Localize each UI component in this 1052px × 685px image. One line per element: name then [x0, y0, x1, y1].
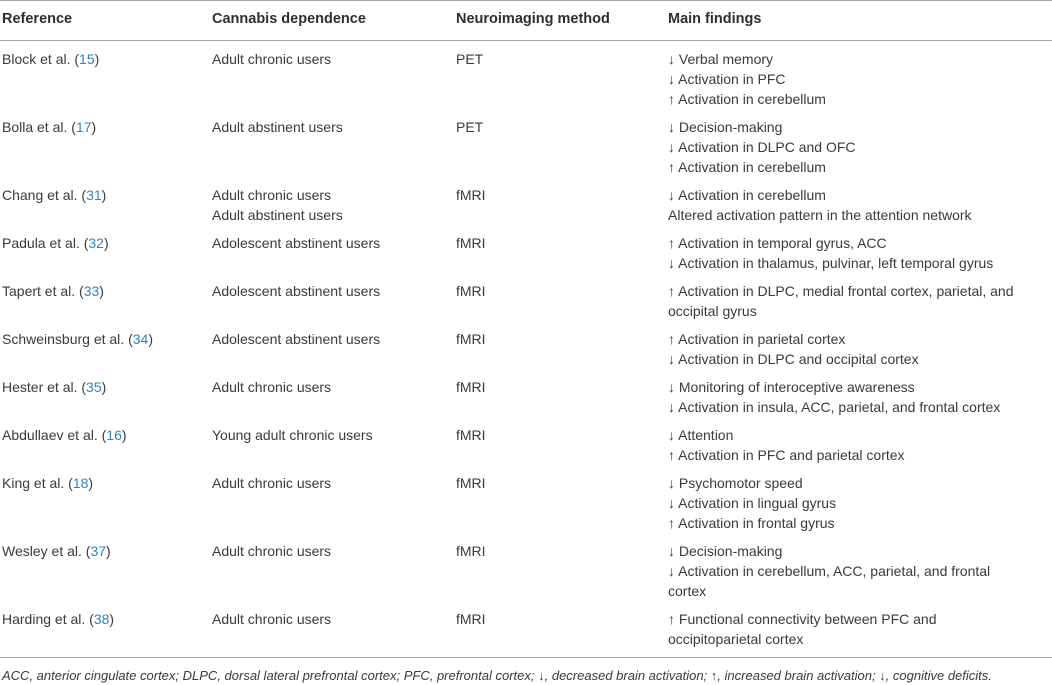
dependence-line: Adult chronic users — [212, 543, 332, 559]
main-findings-cell — [668, 281, 1052, 329]
neuroimaging-method-cell: fMRI — [456, 331, 486, 347]
dependence-line: Adult abstinent users — [212, 207, 343, 223]
finding-line: ↑ Activation in cerebellum — [668, 159, 826, 175]
reference-author: Chang et al. ( — [2, 187, 87, 203]
reference-cell — [0, 281, 212, 329]
cannabis-dependence-cell — [212, 233, 456, 281]
table-footnote: ACC, anterior cingulate cortex; DLPC, dorsal lateral prefrontal cortex; PFC, prefrontal cortex; ↓, decreased brain activation; ↑, increased brain activation; ↓, cognitive deficits. — [2, 668, 992, 683]
dependence-line: Adult chronic users — [212, 187, 332, 203]
dependence-line: Adolescent abstinent users — [212, 283, 381, 299]
table-row — [0, 281, 1052, 329]
reference-number-link[interactable]: 17 — [75, 119, 92, 135]
finding-line: ↓ Activation in thalamus, pulvinar, left temporal gyrus — [668, 255, 994, 271]
finding-line: ↑ Activation in frontal gyrus — [668, 515, 835, 531]
reference-number-link[interactable]: 18 — [72, 475, 89, 491]
header-row — [0, 1, 1052, 41]
cannabis-dependence-cell — [212, 281, 456, 329]
header-reference: Reference — [0, 1, 212, 41]
finding-line: ↓ Activation in cerebellum — [668, 187, 826, 203]
neuroimaging-method-cell: fMRI — [456, 543, 486, 559]
finding-line: ↓ Verbal memory — [668, 51, 774, 67]
reference-close-paren: ) — [109, 611, 115, 627]
main-findings-cell — [668, 233, 1052, 281]
table-row — [0, 41, 1052, 118]
finding-line: ↑ Activation in PFC and parietal cortex — [668, 447, 905, 463]
finding-line: ↑ Activation in cerebellum — [668, 91, 826, 107]
main-findings-cell — [668, 541, 1052, 609]
reference-number-link[interactable]: 16 — [106, 427, 122, 443]
reference-cell — [0, 185, 212, 233]
finding-line: ↓ Decision-making — [668, 543, 783, 559]
reference-author: Tapert et al. ( — [2, 283, 84, 299]
finding-line: ↓ Attention — [668, 427, 734, 443]
cannabis-dependence-cell — [212, 425, 456, 473]
neuroimaging-method-cell: fMRI — [456, 379, 486, 395]
neuroimaging-method-cell: fMRI — [456, 475, 486, 491]
finding-line: ↓ Activation in DLPC and OFC — [668, 139, 856, 155]
dependence-line: Adult chronic users — [212, 51, 332, 67]
main-findings-cell — [668, 377, 1052, 425]
reference-number-link[interactable]: 35 — [86, 379, 102, 395]
reference-cell — [0, 41, 212, 118]
reference-number-link[interactable]: 32 — [88, 235, 104, 251]
neuroimaging-method-cell: fMRI — [456, 427, 486, 443]
finding-line: ↓ Psychomotor speed — [668, 475, 803, 491]
reference-author: Harding et al. ( — [2, 611, 94, 627]
finding-line: ↓ Activation in insula, ACC, parietal, and frontal cortex — [668, 399, 1001, 415]
dependence-line: Adolescent abstinent users — [212, 235, 381, 251]
reference-number-link[interactable]: 15 — [79, 51, 95, 67]
reference-number-link[interactable]: 33 — [83, 283, 100, 299]
reference-close-paren: ) — [101, 379, 107, 395]
table-row — [0, 117, 1052, 185]
reference-author: Wesley et al. ( — [2, 543, 91, 559]
finding-line: ↓ Activation in PFC — [668, 71, 786, 87]
reference-author: Bolla et al. ( — [2, 119, 76, 135]
table-row — [0, 473, 1052, 541]
table-row — [0, 377, 1052, 425]
reference-author: Abdullaev et al. ( — [2, 427, 107, 443]
cannabis-dependence-cell — [212, 41, 456, 118]
finding-line: occipital gyrus — [668, 303, 757, 319]
reference-number-link[interactable]: 37 — [90, 543, 107, 559]
dependence-line: Adult chronic users — [212, 379, 332, 395]
finding-line: ↑ Activation in parietal cortex — [668, 331, 846, 347]
cannabis-dependence-cell — [212, 117, 456, 185]
header-cannabis-dependence: Cannabis dependence — [212, 1, 456, 41]
finding-line: ↑ Activation in temporal gyrus, ACC — [668, 235, 887, 251]
reference-cell — [0, 609, 212, 657]
table-row — [0, 185, 1052, 233]
table-row — [0, 609, 1052, 657]
reference-cell — [0, 541, 212, 609]
reference-cell — [0, 425, 212, 473]
dependence-line: Adult abstinent users — [212, 119, 343, 135]
cannabis-dependence-cell — [212, 541, 456, 609]
table-row — [0, 233, 1052, 281]
reference-author: Schweinsburg et al. ( — [2, 331, 133, 347]
main-findings-cell — [668, 609, 1052, 657]
finding-line: occipitoparietal cortex — [668, 631, 804, 647]
cannabis-dependence-cell — [212, 185, 456, 233]
reference-author: Block et al. ( — [2, 51, 80, 67]
cannabis-dependence-cell — [212, 473, 456, 541]
main-findings-cell — [668, 425, 1052, 473]
header-neuroimaging-method: Neuroimaging method — [456, 1, 668, 41]
cannabis-dependence-cell — [212, 329, 456, 377]
reference-cell — [0, 329, 212, 377]
reference-number-link[interactable]: 34 — [132, 331, 149, 347]
reference-close-paren: ) — [106, 543, 111, 559]
reference-cell — [0, 473, 212, 541]
finding-line: ↓ Activation in cerebellum, ACC, parietal, and frontal — [668, 563, 991, 579]
neuroimaging-method-cell: PET — [456, 119, 484, 135]
reference-close-paren: ) — [88, 475, 94, 491]
header-main-findings: Main findings — [668, 1, 1052, 41]
reference-author: Hester et al. ( — [2, 379, 87, 395]
table-row — [0, 329, 1052, 377]
reference-number-link[interactable]: 31 — [86, 187, 102, 203]
reference-number-link[interactable]: 38 — [93, 611, 110, 627]
dependence-line: Adult chronic users — [212, 475, 332, 491]
cannabis-dependence-cell — [212, 609, 456, 657]
neuroimaging-method-cell: fMRI — [456, 283, 486, 299]
main-findings-cell — [668, 117, 1052, 185]
table-row — [0, 541, 1052, 609]
finding-line: ↓ Decision-making — [668, 119, 783, 135]
finding-line: cortex — [668, 583, 707, 599]
reference-cell — [0, 233, 212, 281]
reference-close-paren: ) — [94, 51, 100, 67]
reference-cell — [0, 117, 212, 185]
neuroimaging-method-cell: fMRI — [456, 235, 486, 251]
reference-close-paren: ) — [103, 235, 109, 251]
main-findings-cell — [668, 473, 1052, 541]
table-row — [0, 425, 1052, 473]
reference-cell — [0, 377, 212, 425]
neuroimaging-method-cell: PET — [456, 51, 484, 67]
reference-author: King et al. ( — [2, 475, 73, 491]
finding-line: ↑ Functional connectivity between PFC and — [668, 611, 937, 627]
finding-line: ↓ Activation in DLPC and occipital cortex — [668, 351, 919, 367]
dependence-line: Adolescent abstinent users — [212, 331, 381, 347]
table-body — [0, 41, 1052, 658]
table-header — [0, 1, 1052, 41]
main-findings-cell — [668, 41, 1052, 118]
reference-author: Padula et al. ( — [2, 235, 89, 251]
finding-line: Altered activation pattern in the attention network — [668, 207, 972, 223]
dependence-line: Young adult chronic users — [212, 427, 373, 443]
dependence-line: Adult chronic users — [212, 611, 332, 627]
reference-close-paren: ) — [91, 119, 97, 135]
reference-close-paren: ) — [148, 331, 153, 347]
reference-close-paren: ) — [101, 187, 107, 203]
finding-line: ↑ Activation in DLPC, medial frontal cortex, parietal, and — [668, 283, 1014, 299]
neuroimaging-method-cell: fMRI — [456, 611, 486, 627]
main-findings-cell — [668, 185, 1052, 233]
finding-line: ↓ Activation in lingual gyrus — [668, 495, 837, 511]
main-findings-cell — [668, 329, 1052, 377]
reference-close-paren: ) — [99, 283, 104, 299]
neuroimaging-method-cell: fMRI — [456, 187, 486, 203]
finding-line: ↓ Monitoring of interoceptive awareness — [668, 379, 915, 395]
cannabis-dependence-cell — [212, 377, 456, 425]
reference-close-paren: ) — [121, 427, 127, 443]
